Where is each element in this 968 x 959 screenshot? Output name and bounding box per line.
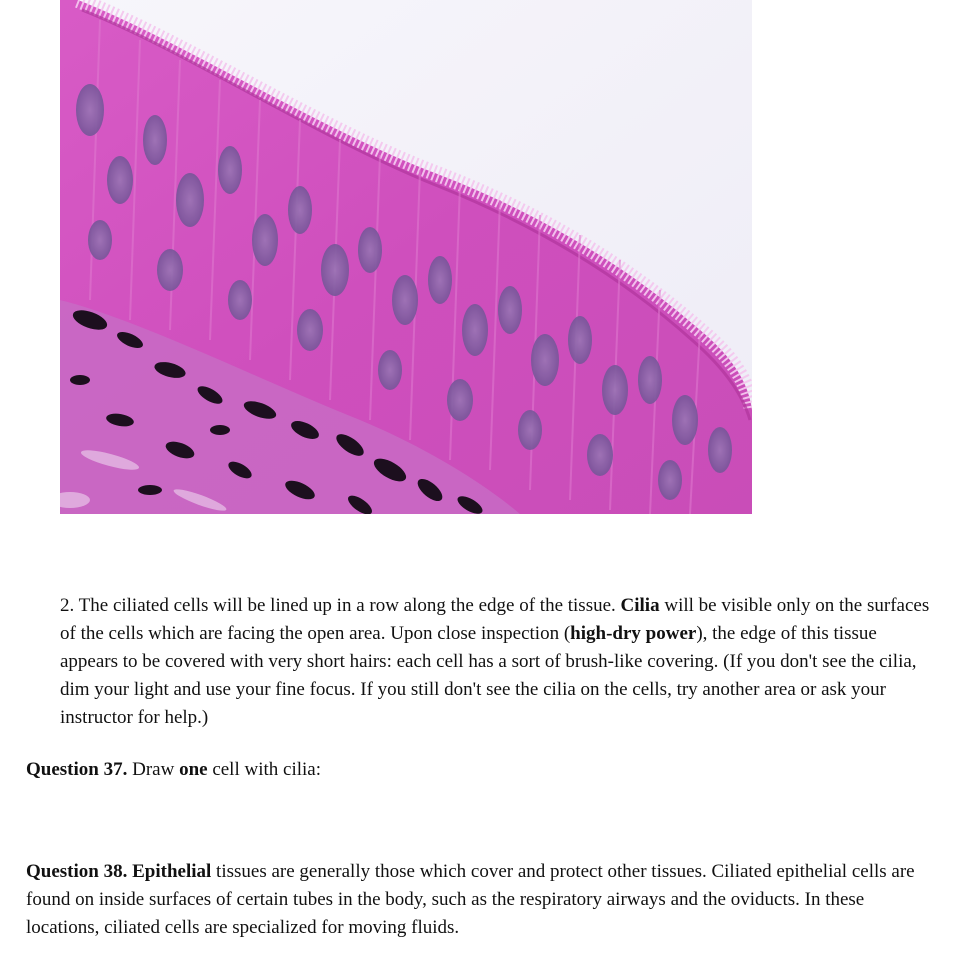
term-high-dry-power: high-dry power (570, 623, 697, 644)
instruction-item-2: 2. The ciliated cells will be lined up in a row along the edge of the tissue. Cilia will be visible only on the surfaces of the cells which are facing the open area. Upon close inspection (high-dry power), the edge of this tissue appears to be covered with very short hairs: each cell has a sort of brush-like covering. (If you don't see the cilia, dim your light and use your fine focus. If you still don't see the cilia on the cells, try another area or ask your instructor for help.) (60, 595, 930, 728)
question-38: Question 38. Epithelial tissues are generally those which cover and protect other tissues. Ciliated epithelial cells are found on inside surfaces of certain tubes in the body, such as the respiratory airways and the oviducts. In these locations, ciliated cells are specialized for moving fluids. (26, 861, 915, 938)
item-number: 2. (60, 595, 75, 616)
question-37: Question 37. Draw one cell with cilia: (26, 759, 321, 780)
question-38-label: Question 38. (26, 861, 128, 882)
question-37-label: Question 37. (26, 759, 128, 780)
ciliated-epithelium-micrograph (60, 0, 752, 514)
term-epithelial: Epithelial (132, 861, 212, 882)
term-cilia: Cilia (620, 595, 660, 616)
